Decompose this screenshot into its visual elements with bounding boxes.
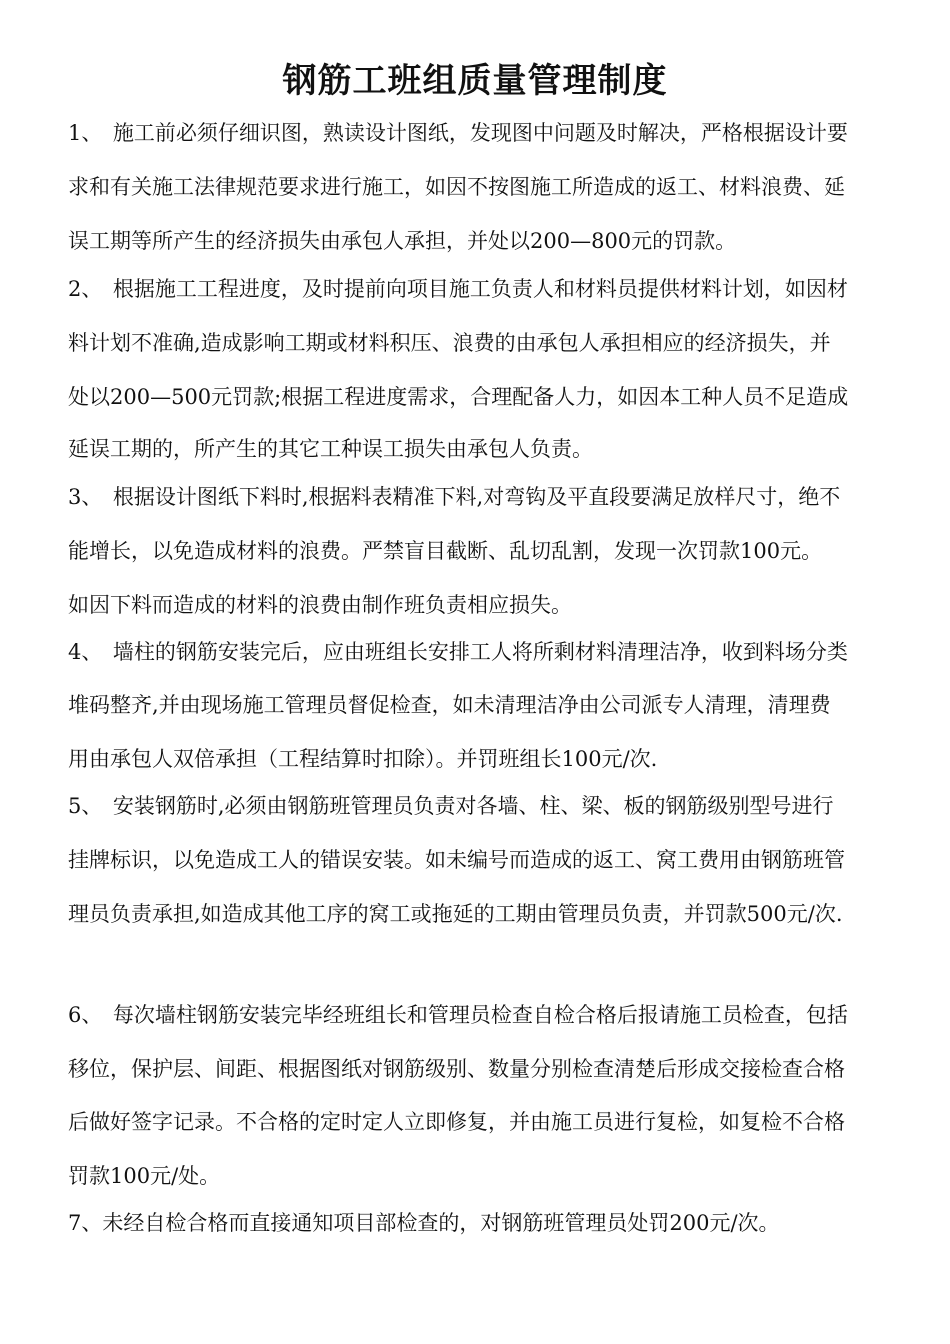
text-line: 移位，保护层、间距、根据图纸对钢筋级别、数量分别检查清楚后形成交接检查合格 <box>68 1057 845 1081</box>
text-line: 能增长，以免造成材料的浪费。严禁盲目截断、乱切乱割，发现一次罚款100元。 <box>68 539 823 563</box>
text-line: 用由承包人双倍承担（工程结算时扣除）。并罚班组长100元/次. <box>68 747 658 771</box>
text-line: 延误工期的，所产生的其它工种误工损失由承包人负责。 <box>68 437 593 461</box>
text-line: 堆码整齐,并由现场施工管理员督促检查，如未清理洁净由公司派专人清理，清理费 <box>68 693 831 717</box>
text-line: 理员负责承担,如造成其他工序的窝工或拖延的工期由管理员负责，并罚款500元/次. <box>68 902 843 926</box>
text-line: 料计划不准确,造成影响工期或材料积压、浪费的由承包人承担相应的经济损失，并 <box>68 331 831 355</box>
text-line: 5、 安装钢筋时,必须由钢筋班管理员负责对各墙、柱、梁、板的钢筋级别型号进行 <box>68 794 834 818</box>
text-line: 处以200—500元罚款;根据工程进度需求，合理配备人力，如因本工种人员不足造成 <box>68 385 849 409</box>
text-line: 如因下料而造成的材料的浪费由制作班负责相应损失。 <box>68 593 572 617</box>
text-line: 误工期等所产生的经济损失由承包人承担，并处以200—800元的罚款。 <box>68 229 737 253</box>
text-line: 3、 根据设计图纸下料时,根据料表精准下料,对弯钩及平直段要满足放样尺寸，绝不 <box>68 485 841 509</box>
text-line: 后做好签字记录。不合格的定时定人立即修复，并由施工员进行复检，如复检不合格 <box>68 1110 845 1134</box>
text-line: 挂牌标识，以免造成工人的错误安装。如未编号而造成的返工、窝工费用由钢筋班管 <box>68 848 845 872</box>
text-line: 1、 施工前必须仔细识图，熟读设计图纸，发现图中问题及时解决，严格根据设计要 <box>68 121 848 145</box>
text-line: 求和有关施工法律规范要求进行施工，如因不按图施工所造成的返工、材料浪费、延 <box>68 175 845 199</box>
text-line: 罚款100元/处。 <box>68 1164 221 1188</box>
text-line: 7、未经自检合格而直接通知项目部检查的，对钢筋班管理员处罚200元/次。 <box>68 1211 780 1235</box>
text-line: 4、 墙柱的钢筋安装完后，应由班组长安排工人将所剩材料清理洁净，收到料场分类 <box>68 640 848 664</box>
document-title: 钢筋工班组质量管理制度 <box>282 61 668 101</box>
text-line: 2、 根据施工工程进度，及时提前向项目施工负责人和材料员提供材料计划，如因材 <box>68 277 848 301</box>
text-line: 6、 每次墙柱钢筋安装完毕经班组长和管理员检查自检合格后报请施工员检查，包括 <box>68 1003 848 1027</box>
